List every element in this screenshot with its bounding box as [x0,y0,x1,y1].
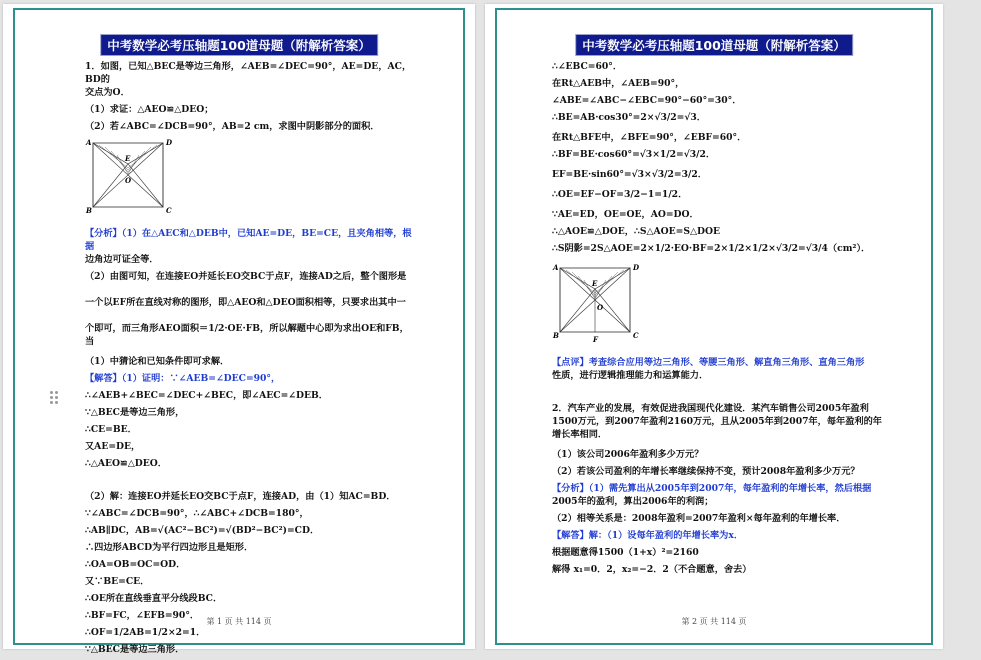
text-line: 根据题意得1500（1+x）²=2160 [552,547,699,558]
text-line: 一个以EF所在直线对称的图形，即△AEO和△DEO面积相等，只要求出其中一 [85,297,406,308]
text-line: ∵AE=ED，OE=OE，AO=DO． [552,209,699,220]
text-line: ∴△AEO≌△DEO． [85,458,167,469]
text-line: 又AE=DE， [85,441,141,452]
rectangle-triangle-figure [85,137,175,217]
label-D: D [633,263,640,272]
text-line: （2）若该公司盈利的年增长率继续保持不变，预计2008年盈利多少万元？ [552,466,860,477]
label-B: B [86,206,92,215]
label-O: O [597,303,604,312]
page-number: 第 1 页 共 114 页 [206,617,272,626]
text-line: ∴BE=AB·cos30°=2×√3/2=√3． [552,112,706,123]
label-B: B [553,331,559,340]
text-line: 个即可，而三角形AEO面积＝1/2·OE·FB，所以解题中心即为求出OE和FB，当 [85,323,409,347]
text-line: ∴BF=FC，∠EFB=90°． [85,610,200,621]
page-title: 中考数学必考压轴题100道母题（附解析答案） [101,35,377,55]
text-line: 在Rt△BFE中，∠BFE=90°，∠EBF=60°． [552,132,747,143]
page-number: 第 2 页 共 114 页 [681,617,747,626]
text-line: ∴OF=1/2AB=1/2×2=1． [85,627,206,638]
text-line: ∴∠EBC=60°． [552,61,623,72]
label-F: F [593,335,598,344]
question-line: 交点为O． [85,87,130,98]
text-line: 1500万元，到2007年盈利2160万元，且从2005年到2007年，每年盈利的年 [552,416,882,427]
label-E: E [592,279,598,288]
answer-line: 【解答】解：（1）设每年盈利的年增长率为x． [552,530,744,541]
page-title: 中考数学必考压轴题100道母题（附解析答案） [576,35,852,55]
text-line: ∴OE=EF−OF=3/2−1=1/2． [552,189,688,200]
page-content [552,60,882,580]
text-line: 增长率相同． [552,429,608,440]
text-line: ∵∠ABC=∠DCB=90°，∴∠ABC+∠DCB=180°， [85,508,309,519]
text-line: ∵△BEC是等边三角形． [85,644,185,655]
text-line: ∴△AOE≌△DOE，∴S△AOE=S△DOE [552,226,721,237]
text-line: （1）该公司2006年盈利多少万元？ [552,449,704,460]
answer-line: 【解答】（1）证明：∵∠AEB=∠DEC=90°， [85,373,281,384]
document-page-2 [485,4,943,649]
text-line: 2005年的盈利，算出2006年的利润； [552,496,714,507]
geometry-figure [552,262,882,350]
document-page-1 [3,4,475,655]
text-line: ∴∠AEB+∠BEC=∠DEC+∠BEC，即∠AEC=∠DEB． [85,390,328,401]
drag-handle-icon[interactable] [50,391,59,405]
text-line: 边角边可证全等． [85,254,159,265]
label-C: C [633,331,639,340]
rectangle-triangle-figure-with-f [552,262,642,346]
label-E: E [125,154,131,163]
text-line: （2）解：连接EO并延长EO交BC于点F，连接AD，由（1）知AC=BD． [85,491,396,502]
text-line: （1）中猜论和已知条件即可求解． [85,356,230,367]
label-D: D [166,138,173,147]
text-line: 又∵BE=CE． [85,576,150,587]
page-content [85,60,415,660]
question-line: 1．如图，已知△BEC是等边三角形，∠AEB=∠DEC=90°，AE=DE，AC，BD的 [85,61,412,85]
text-line: ∴BF=BE·cos60°=√3×1/2=√3/2． [552,149,716,160]
text-line: EF=BE·sin60°=√3×√3/2=3/2． [552,169,707,180]
text-line: ∠ABE=∠ABC−∠EBC=90°−60°=30°． [552,95,742,106]
text-line: 解得 x₁=0．2，x₂=−2．2（不合题意，舍去） [552,564,752,575]
text-line: ∴OA=OB=OC=OD． [85,559,186,570]
text-line: 性质，进行逻辑推理能力和运算能力． [552,370,709,381]
label-C: C [166,206,172,215]
text-line: （1）求证：△AEO≌△DEO； [85,104,214,115]
text-line: 在Rt△AEB中，∠AEB=90°， [552,78,685,89]
text-line: ∴AB∥DC，AB=√(AC²−BC²)=√(BD²−BC²)=CD． [85,525,320,536]
text-line: ∴四边形ABCD为平行四边形且是矩形． [85,542,254,553]
label-A: A [86,138,92,147]
geometry-figure [85,137,415,221]
text-line: ∴CE=BE． [85,424,137,435]
comment-line: 【点评】考查综合应用等边三角形、等腰三角形、解直角三角形、直角三角形 [552,357,865,368]
analysis-line: 【分析】（1）需先算出从2005年到2007年，每年盈利的年增长率，然后根据 [552,483,872,494]
label-O: O [125,176,132,185]
analysis-line: 【分析】（1）在△AEC和△DEB中，已知AE=DE，BE=CE，且夹角相等，根据 [85,228,412,252]
text-line: （2）由图可知，在连接EO并延长EO交BC于点F，连接AD之后，整个图形是 [85,271,407,282]
text-line: （2）相等关系是：2008年盈利=2007年盈利×每年盈利的年增长率． [552,513,846,524]
label-A: A [553,263,559,272]
question-line: 2．汽车产业的发展，有效促进我国现代化建设．某汽车销售公司2005年盈利 [552,403,869,414]
text-line: ∵△BEC是等边三角形， [85,407,185,418]
text-line: （2）若∠ABC=∠DCB=90°，AB=2 cm，求图中阴影部分的面积． [85,121,380,132]
text-line: ∴OE所在直线垂直平分线段BC． [85,593,223,604]
text-line: ∴S阴影=2S△AOE=2×1/2·EO·BF=2×1/2×1/2×√3/2=√3/4（cm²）． [552,243,871,254]
